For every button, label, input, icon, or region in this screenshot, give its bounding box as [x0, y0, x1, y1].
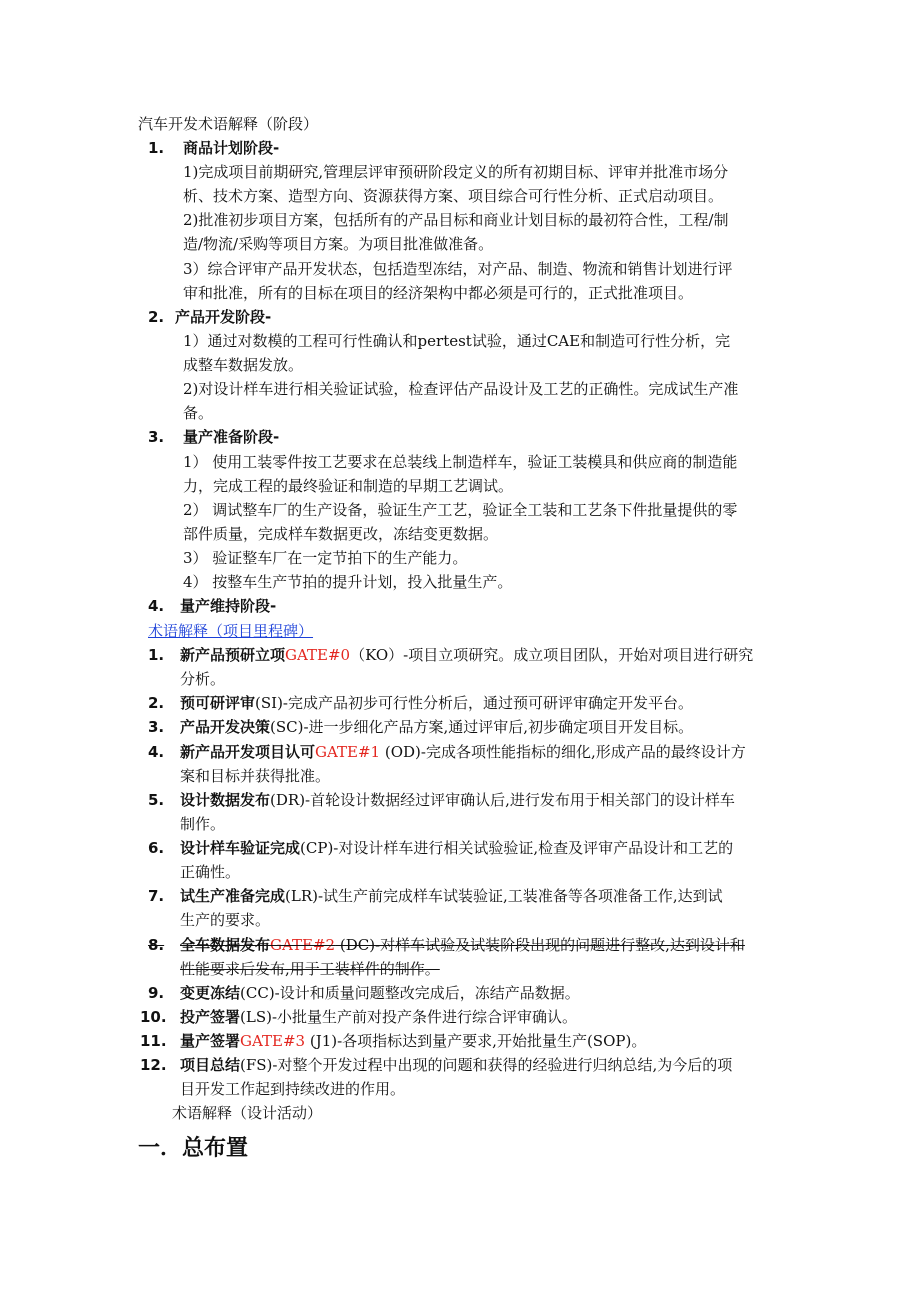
- gate-1-label: GATE#1: [315, 743, 381, 761]
- milestone-2-number: 2.: [148, 694, 165, 712]
- stage-1-line-5: 3）综合评审产品开发状态，包括造型冻结，对产品、制造、物流和销售计划进行评: [183, 260, 733, 278]
- milestone-9-number: 9.: [148, 984, 165, 1002]
- milestone-8-number: 8.: [148, 936, 165, 954]
- stage-1-number: 1.: [148, 139, 165, 157]
- page-title: 汽车开发术语解释（阶段）: [138, 115, 319, 133]
- milestone-11-line-1: 量产签署GATE#3 (J1)-各项指标达到量产要求,开始批量生产(SOP)。: [180, 1032, 647, 1050]
- milestone-1-number: 1.: [148, 646, 165, 664]
- stage-2-line-2: 成整车数据发放。: [183, 356, 304, 374]
- milestone-6-number: 6.: [148, 839, 165, 857]
- milestone-10-line-1: 投产签署(LS)-小批量生产前对投产条件进行综合评审确认。: [180, 1008, 578, 1026]
- milestone-7-number: 7.: [148, 887, 165, 905]
- milestone-4-line-1: 新产品开发项目认可GATE#1 (OD)-完成各项性能指标的细化,形成产品的最终设计方: [180, 743, 746, 761]
- milestone-3-line-1: 产品开发决策(SC)-进一步细化产品方案,通过评审后,初步确定项目开发目标。: [180, 718, 694, 736]
- stage-2-line-4: 备。: [183, 404, 214, 422]
- stage-3-heading: 量产准备阶段-: [183, 428, 280, 446]
- milestone-6-line-1: 设计样车验证完成(CP)-对设计样车进行相关试验验证,检查及评审产品设计和工艺的: [180, 839, 734, 857]
- milestone-5-line-2: 制作。: [180, 815, 226, 833]
- stage-1-heading: 商品计划阶段-: [183, 139, 280, 157]
- milestone-4-number: 4.: [148, 743, 165, 761]
- milestone-8-line-1: 全车数据发布GATE#2 (DC)-对样车试验及试装阶段出现的问题进行整改,达到设计和: [180, 936, 745, 954]
- stage-2-line-3: 2)对设计样车进行相关验证试验，检查评估产品设计及工艺的正确性。完成试生产准: [183, 380, 739, 398]
- milestone-12-number: 12.: [140, 1056, 167, 1074]
- milestone-link[interactable]: 术语解释（项目里程碑）: [148, 622, 314, 640]
- stage-3-number: 3.: [148, 428, 165, 446]
- milestone-11-number: 11.: [140, 1032, 167, 1050]
- milestone-10-number: 10.: [140, 1008, 167, 1026]
- gate-3-label: GATE#3: [240, 1032, 306, 1050]
- stage-2-number: 2.: [148, 308, 165, 326]
- stage-3-line-1: 1） 使用工装零件按工艺要求在总装线上制造样车，验证工装模具和供应商的制造能: [183, 453, 738, 471]
- milestone-1-line-2: 分析。: [180, 670, 226, 688]
- section-heading: 一．总布置: [138, 1136, 249, 1161]
- stage-1-line-6: 审和批准，所有的目标在项目的经济架构中都必须是可行的，正式批准项目。: [183, 284, 694, 302]
- milestone-5-number: 5.: [148, 791, 165, 809]
- stage-3-line-3: 2） 调试整车厂的生产设备，验证生产工艺，验证全工装和工艺条下件批量提供的零: [183, 501, 738, 519]
- stage-3-line-2: 力，完成工程的最终验证和制造的早期工艺调试。: [183, 477, 514, 495]
- stage-1-line-2: 析、技术方案、造型方向、资源获得方案、项目综合可行性分析、正式启动项目。: [183, 187, 724, 205]
- milestone-7-line-1: 试生产准备完成(LR)-试生产前完成样车试装验证,工装准备等各项准备工作,达到试: [180, 887, 723, 905]
- milestone-2-line-1: 预可研评审(SI)-完成产品初步可行性分析后，通过预可研评审确定开发平台。: [180, 694, 693, 712]
- milestone-5-line-1: 设计数据发布(DR)-首轮设计数据经过评审确认后,进行发布用于相关部门的设计样车: [180, 791, 735, 809]
- stage-3-line-5: 3） 验证整车厂在一定节拍下的生产能力。: [183, 549, 468, 567]
- milestone-1-line-1: 新产品预研立项GATE#0（KO）-项目立项研究。成立项目团队，开始对项目进行研究: [180, 646, 754, 664]
- stage-3-line-4: 部件质量，完成样车数据更改，冻结变更数据。: [183, 525, 499, 543]
- gate-0-label: GATE#0: [285, 646, 351, 664]
- stage-1-line-1: 1)完成项目前期研究,管理层评审预研阶段定义的所有初期目标、评审并批准市场分: [183, 163, 729, 181]
- milestone-7-line-2: 生产的要求。: [180, 911, 271, 929]
- milestone-12-line-2: 目开发工作起到持续改进的作用。: [180, 1080, 406, 1098]
- milestone-4-line-2: 案和目标并获得批准。: [180, 767, 331, 785]
- stage-2-heading: 产品开发阶段-: [175, 308, 272, 326]
- design-activity-title: 术语解释（设计活动）: [172, 1104, 323, 1122]
- stage-2-line-1: 1）通过对数模的工程可行性确认和pertest试验，通过CAE和制造可行性分析，完: [183, 332, 731, 350]
- stage-1-line-3: 2)批准初步项目方案，包括所有的产品目标和商业计划目标的最初符合性，工程/制: [183, 211, 729, 229]
- stage-1-line-4: 造/物流/采购等项目方案。为项目批准做准备。: [183, 235, 494, 253]
- milestone-12-line-1: 项目总结(FS)-对整个开发过程中出现的问题和获得的经验进行归纳总结,为今后的项: [180, 1056, 733, 1074]
- stage-4-heading: 量产维持阶段-: [180, 597, 277, 615]
- stage-4-number: 4.: [148, 597, 165, 615]
- gate-2-label: GATE#2: [270, 936, 336, 954]
- stage-3-line-6: 4） 按整车生产节拍的提升计划，投入批量生产。: [183, 573, 513, 591]
- milestone-9-line-1: 变更冻结(CC)-设计和质量问题整改完成后，冻结产品数据。: [180, 984, 580, 1002]
- milestone-3-number: 3.: [148, 718, 165, 736]
- milestone-6-line-2: 正确性。: [180, 863, 241, 881]
- milestone-8-line-2: 性能要求后发布,用于工装样件的制作。: [180, 960, 440, 978]
